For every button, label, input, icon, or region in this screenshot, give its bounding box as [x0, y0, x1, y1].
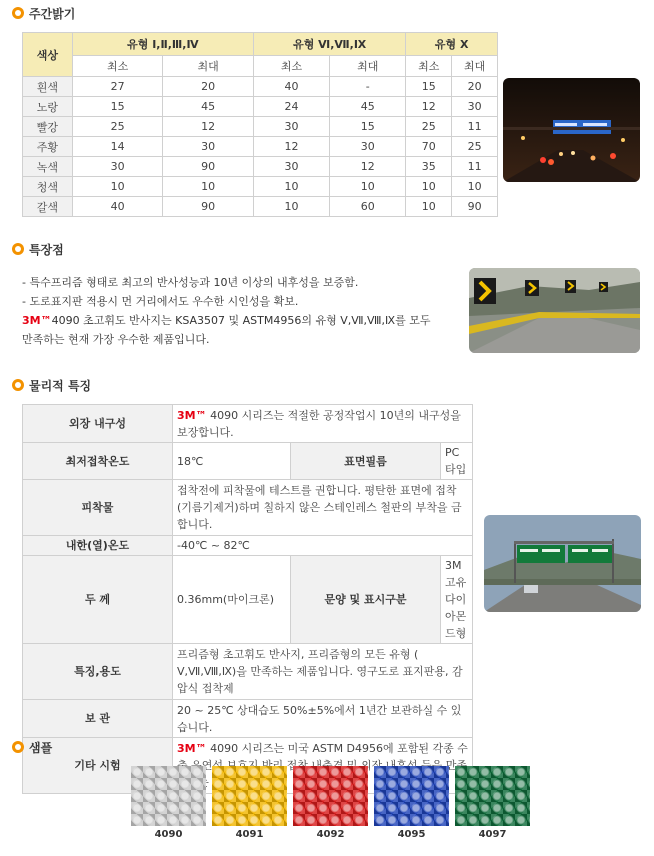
- type-header-1: 유형 Ⅰ,Ⅱ,Ⅲ,Ⅳ: [72, 33, 253, 56]
- color-name-cell: 노랑: [23, 97, 73, 117]
- max-header: 최대: [452, 56, 498, 77]
- storage-value: 20 ~ 25℃ 상대습도 50%±5%에서 1년간 보관하실 수 있습니다.: [173, 700, 473, 738]
- orange-bullet-icon: [12, 243, 24, 255]
- storage-label: 보 관: [23, 700, 173, 738]
- orange-bullet-icon: [12, 7, 24, 19]
- night-road-sign-photo: [503, 78, 640, 182]
- brightness-value-cell: 12: [406, 97, 452, 117]
- brightness-value-cell: 60: [330, 197, 406, 217]
- brightness-value-cell: 70: [406, 137, 452, 157]
- brightness-value-cell: 25: [452, 137, 498, 157]
- usage-label: 특징,용도: [23, 644, 173, 700]
- type-header-3: 유형 Ⅹ: [406, 33, 498, 56]
- brightness-value-cell: 20: [452, 77, 498, 97]
- usage-value: 프리즘형 초고휘도 반사지, 프리즘형의 모든 유형 ( Ⅴ,Ⅶ,Ⅷ,Ⅸ)을 만족하는 제품입니다. 영구도로 표지판용, 감압식 접착제: [173, 644, 473, 700]
- min-temp-value: 18℃: [173, 443, 291, 480]
- brightness-row: [23, 177, 498, 197]
- color-header: 색상: [23, 33, 73, 77]
- highway-sign-photo: [484, 515, 641, 612]
- brightness-row: [23, 137, 498, 157]
- section-title-features: 특장점: [12, 240, 64, 258]
- thickness-label: 두 께: [23, 556, 173, 644]
- test-value: 3M™ 4090 시리즈는 미국 ASTM D4956에 포함된 각종 수: [173, 738, 473, 794]
- brand-mark: 3M™: [22, 314, 52, 327]
- brightness-value-cell: 10: [330, 177, 406, 197]
- color-name-cell: 갈색: [23, 197, 73, 217]
- sample-code-label: 4090: [154, 829, 183, 840]
- color-name-cell: 주황: [23, 137, 73, 157]
- max-header: 최대: [163, 56, 254, 77]
- brightness-value-cell: -: [330, 77, 406, 97]
- brightness-value-cell: 45: [163, 97, 254, 117]
- section-title-physical: 물리적 특징: [12, 376, 91, 394]
- brand-mark: 3M™: [177, 408, 207, 422]
- sample-swatch-4095: [374, 766, 449, 826]
- sample-swatch-4091: [212, 766, 287, 826]
- brightness-table: [22, 32, 498, 217]
- surface-film-value: PC타입: [441, 443, 473, 480]
- brightness-value-cell: 24: [253, 97, 329, 117]
- min-temp-label: 최저접착온도: [23, 443, 173, 480]
- heat-label: 내한(열)온도: [23, 536, 173, 556]
- pattern-label: 문양 및 표시구분: [291, 556, 441, 644]
- brightness-value-cell: 30: [253, 157, 329, 177]
- brightness-row: [23, 197, 498, 217]
- section-title-samples: 샘플: [12, 738, 52, 756]
- features-text: [22, 273, 462, 349]
- orange-bullet-icon: [12, 741, 24, 753]
- brightness-value-cell: 30: [72, 157, 163, 177]
- durability-value: 3M™ 4090 시리즈는 적절한 공정작업시 10년의 내구성을 보장합니다.: [173, 405, 473, 443]
- sample-code-label: 4095: [397, 829, 426, 840]
- brightness-value-cell: 40: [253, 77, 329, 97]
- feature-line-2: - 도로표지판 적용시 먼 거리에서도 우수한 시인성을 확보.: [22, 295, 299, 308]
- brightness-value-cell: 25: [406, 117, 452, 137]
- brightness-value-cell: 30: [330, 137, 406, 157]
- sample-swatch-4092: [293, 766, 368, 826]
- brightness-value-cell: 27: [72, 77, 163, 97]
- color-name-cell: 청색: [23, 177, 73, 197]
- thickness-value: 0.36mm(마이크론): [173, 556, 291, 644]
- min-header: 최소: [406, 56, 452, 77]
- brightness-value-cell: 15: [72, 97, 163, 117]
- brightness-value-cell: 10: [406, 177, 452, 197]
- brightness-value-cell: 10: [253, 177, 329, 197]
- substrate-value: 접착전에 피착물에 테스트를 권합니다. 평탄한 표면에 접착(기름기제거)하며 칠하지 않은 스테인레스 철판의 부착을 금합니다.: [173, 480, 473, 536]
- brightness-row: [23, 77, 498, 97]
- sample-code-label: 4097: [478, 829, 507, 840]
- brightness-value-cell: 15: [406, 77, 452, 97]
- brand-mark: 3M™: [177, 742, 207, 755]
- brightness-value-cell: 14: [72, 137, 163, 157]
- brightness-value-cell: 11: [452, 117, 498, 137]
- test-label: 기타 시험: [23, 738, 173, 794]
- min-header: 최소: [72, 56, 163, 77]
- color-name-cell: 흰색: [23, 77, 73, 97]
- brightness-value-cell: 40: [72, 197, 163, 217]
- curve-road-photo: [469, 268, 640, 353]
- brightness-value-cell: 90: [163, 157, 254, 177]
- brightness-value-cell: 10: [72, 177, 163, 197]
- max-header: 최대: [330, 56, 406, 77]
- sample-swatch-4090: [131, 766, 206, 826]
- brightness-value-cell: 10: [406, 197, 452, 217]
- durability-label: 외장 내구성: [23, 405, 173, 443]
- orange-bullet-icon: [12, 379, 24, 391]
- section-title-brightness: 주간밝기: [12, 4, 75, 22]
- feature-line-4: 만족하는 현재 가장 우수한 제품입니다.: [22, 333, 210, 346]
- brightness-value-cell: 20: [163, 77, 254, 97]
- substrate-label: 피착물: [23, 480, 173, 536]
- brightness-row: [23, 117, 498, 137]
- brightness-value-cell: 90: [163, 197, 254, 217]
- brightness-value-cell: 30: [163, 137, 254, 157]
- brightness-value-cell: 10: [253, 197, 329, 217]
- brightness-row: [23, 157, 498, 177]
- brightness-value-cell: 45: [330, 97, 406, 117]
- brightness-value-cell: 15: [330, 117, 406, 137]
- feature-line-3: 3M™4090 초고휘도 반사지는 KSA3507 및 ASTM4956의 유형 Ⅴ,Ⅶ,Ⅷ,Ⅸ를 모두: [22, 314, 431, 327]
- color-name-cell: 녹색: [23, 157, 73, 177]
- brightness-row: [23, 97, 498, 117]
- type-header-2: 유형 Ⅵ,Ⅶ,Ⅸ: [253, 33, 406, 56]
- surface-film-label: 표면필름: [291, 443, 441, 480]
- brightness-value-cell: 11: [452, 157, 498, 177]
- brightness-value-cell: 10: [452, 177, 498, 197]
- heat-value: -40℃ ~ 82℃: [173, 536, 473, 556]
- brightness-value-cell: 90: [452, 197, 498, 217]
- brightness-value-cell: 12: [253, 137, 329, 157]
- min-header: 최소: [253, 56, 329, 77]
- pattern-value: 3M고유 다이아몬드형: [441, 556, 473, 644]
- brightness-value-cell: 30: [452, 97, 498, 117]
- brightness-value-cell: 12: [330, 157, 406, 177]
- brightness-value-cell: 25: [72, 117, 163, 137]
- brightness-value-cell: 35: [406, 157, 452, 177]
- brightness-value-cell: 12: [163, 117, 254, 137]
- brightness-value-cell: 10: [163, 177, 254, 197]
- feature-line-1: - 특수프리즘 형태로 최고의 반사성능과 10년 이상의 내후성을 보증함.: [22, 276, 359, 289]
- sample-code-label: 4092: [316, 829, 345, 840]
- brightness-value-cell: 30: [253, 117, 329, 137]
- sample-code-label: 4091: [235, 829, 264, 840]
- color-name-cell: 빨강: [23, 117, 73, 137]
- physical-properties-table: [22, 404, 473, 794]
- sample-swatch-4097: [455, 766, 530, 826]
